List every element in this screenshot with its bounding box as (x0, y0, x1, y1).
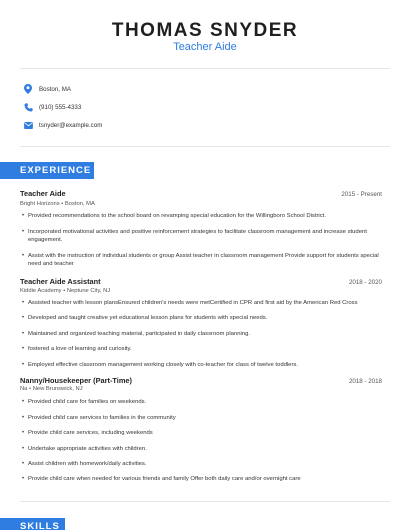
divider-experience (20, 501, 390, 502)
separator-dot: • (29, 386, 33, 392)
list-item-text: Incorporated motivational activities and positive reinforcement strategies to facilitate classroom management and increase student engagement. (28, 229, 367, 244)
job-company: Na (20, 386, 28, 392)
experience-heading: EXPERIENCE (0, 162, 94, 179)
list-item-text: Employed effective classroom management working closely with co-teacher for class of twelve toddlers. (28, 362, 298, 368)
contact-location-text: Boston, MA (39, 85, 71, 93)
list-item-text: fostered a love of learning and curiosity. (28, 346, 132, 352)
list-item (22, 212, 382, 220)
divider-top (20, 68, 390, 69)
list-item-text: Undertake appropriate activities with children. (28, 446, 147, 452)
envelope-icon (22, 119, 34, 131)
list-item (22, 228, 382, 245)
list-item-text: Developed and taught creative yet educational lesson plans for students with special needs. (28, 315, 268, 321)
list-item (22, 299, 382, 307)
contact-phone-text: (910) 555-4333 (39, 103, 82, 111)
contact-email-text[interactable]: tsnyder@example.com (39, 121, 103, 129)
list-item (22, 252, 382, 269)
list-item-text: Provided child care services to families in the community (28, 415, 176, 421)
job-dates: 2018 - 2018 (348, 378, 382, 385)
list-item (22, 361, 382, 369)
bullet-dot: • (22, 346, 25, 352)
bullet-dot: • (22, 229, 25, 235)
bullet-dot: • (22, 461, 25, 467)
job-company-line (20, 201, 95, 207)
bullet-dot: • (22, 430, 25, 436)
list-item (22, 330, 382, 338)
list-item (22, 460, 382, 468)
job-dates: 2018 - 2020 (348, 279, 382, 286)
contact-location (22, 83, 71, 95)
list-item-text: Assist with the instruction of individual students or group Assist teacher in classroom management Provide support for students special need and teacher (28, 253, 379, 268)
separator-dot: • (61, 201, 65, 207)
bullet-dot: • (22, 315, 25, 321)
list-item (22, 314, 382, 322)
list-item (22, 398, 382, 406)
list-item-text: Provided child care for families on weekends. (28, 399, 147, 405)
bullet-dot: • (22, 399, 25, 405)
location-pin-icon (22, 83, 34, 95)
job-location: Boston, MA (64, 201, 95, 207)
job-dates: 2015 - Present (341, 191, 382, 198)
phone-icon (22, 101, 34, 113)
job-location: Neptune City, NJ (66, 288, 111, 294)
list-item-text: Assisted teacher with lesson plansEnsured children's needs were metCertified in CPR and first aid by the American Red Cross (28, 300, 358, 306)
divider-contact (20, 146, 390, 147)
job-title: Nanny/Housekeeper (Part-Time) (20, 376, 132, 385)
list-item (22, 429, 382, 437)
bullet-dot: • (22, 446, 25, 452)
list-item-text: Assist children with homework/daily activities. (28, 461, 147, 467)
contact-phone (22, 101, 81, 113)
list-item-text: Provide child care when needed for various friends and family Offer both daily care and/or overnight care (28, 476, 301, 482)
job-title: Teacher Aide Assistant (20, 277, 101, 286)
list-item-text: Provided recommendations to the school board on revamping special education for the Willingboro School District. (28, 213, 326, 219)
job-location: New Brunswick, NJ (32, 386, 83, 392)
job-company: Bright Horizons (20, 201, 60, 207)
candidate-name: THOMAS SNYDER (111, 20, 299, 41)
skills-heading: SKILLS (0, 518, 65, 530)
separator-dot: • (63, 288, 67, 294)
list-item (22, 475, 382, 483)
job-company: Kiddie Academy (20, 288, 62, 294)
contact-email[interactable] (22, 119, 102, 131)
list-item (22, 414, 382, 422)
candidate-role: Teacher Aide (173, 41, 237, 53)
bullet-dot: • (22, 253, 25, 259)
bullet-dot: • (22, 415, 25, 421)
job-company-line (20, 288, 110, 294)
bullet-dot: • (22, 476, 25, 482)
bullet-dot: • (22, 331, 25, 337)
bullet-dot: • (22, 300, 25, 306)
job-company-line (20, 386, 83, 392)
job-title: Teacher Aide (20, 189, 66, 198)
list-item-text: Maintained and organized teaching material, participated in daily classroom planning. (28, 331, 251, 337)
bullet-dot: • (22, 213, 25, 219)
bullet-dot: • (22, 362, 25, 368)
list-item-text: Provide child care services, including weekends (28, 430, 153, 436)
list-item (22, 345, 382, 353)
list-item (22, 445, 382, 453)
